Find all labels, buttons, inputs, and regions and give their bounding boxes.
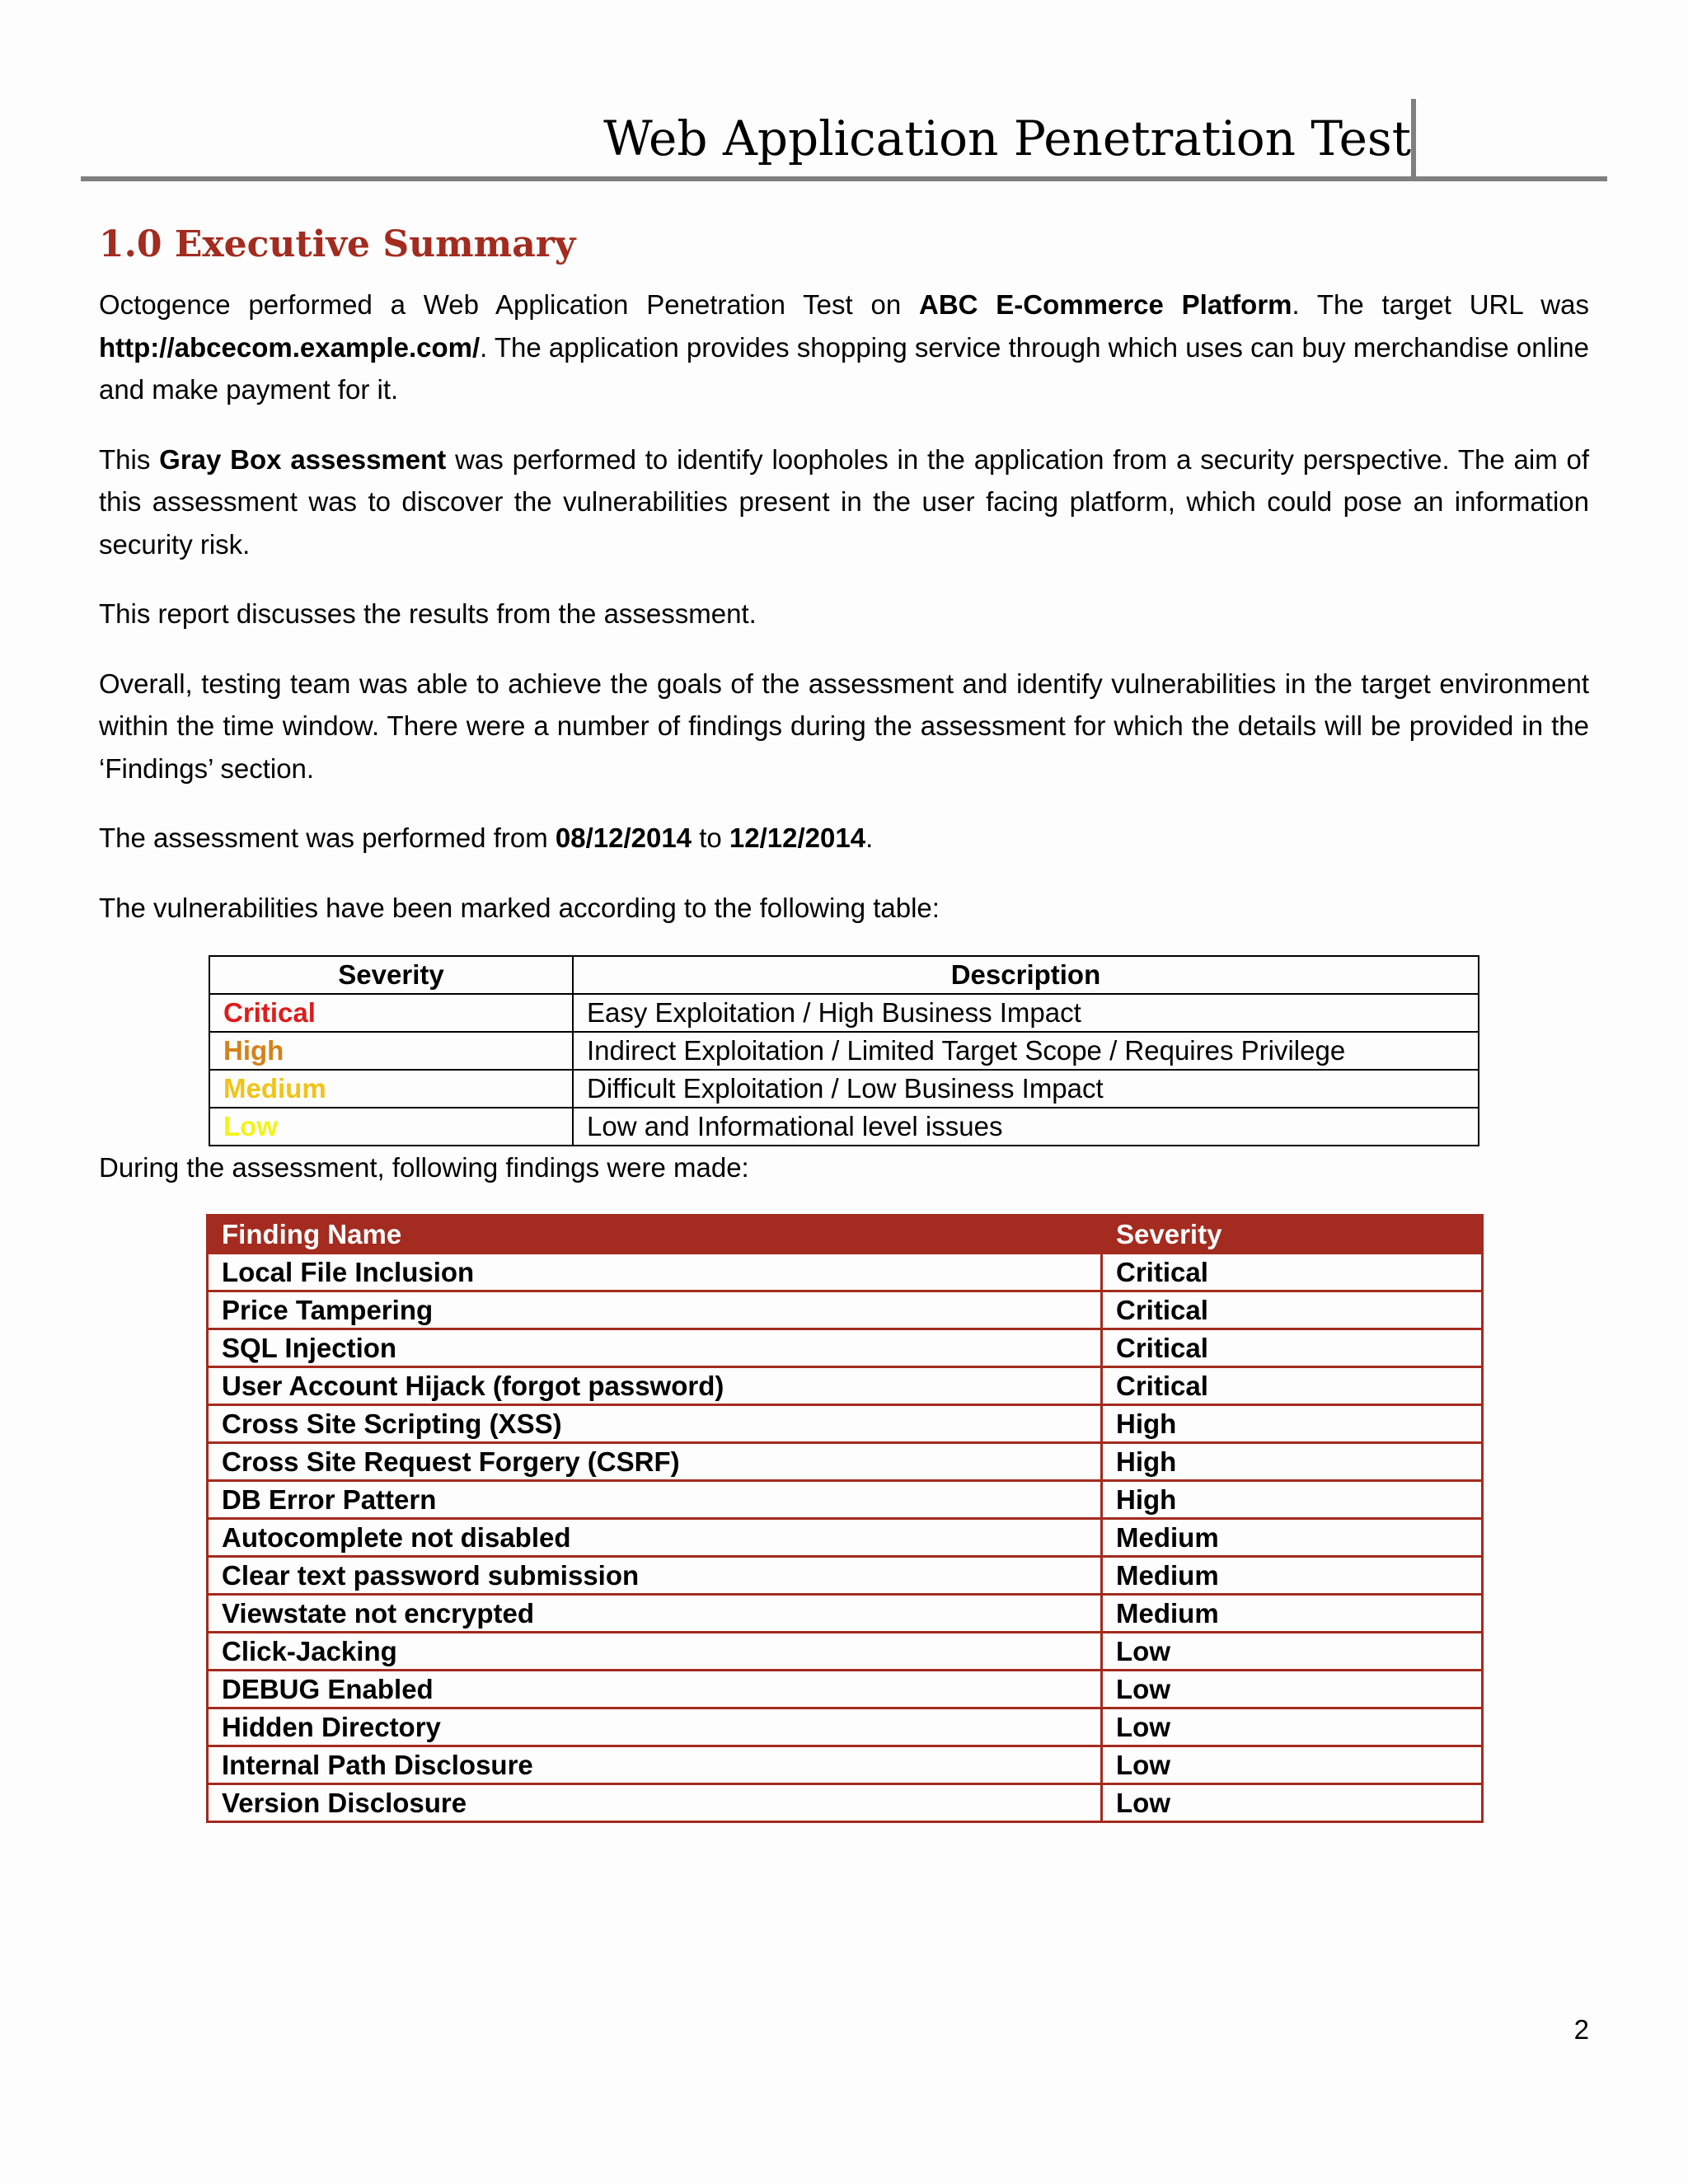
finding-severity: Low xyxy=(1102,1746,1483,1783)
table-row xyxy=(208,1329,1483,1366)
table-row xyxy=(208,1594,1483,1632)
end-date: 12/12/2014 xyxy=(729,823,866,853)
finding-severity: Medium xyxy=(1102,1556,1483,1594)
finding-name: Version Disclosure xyxy=(208,1783,1102,1821)
finding-name: Cross Site Request Forgery (CSRF) xyxy=(208,1442,1102,1480)
finding-name: Cross Site Scripting (XSS) xyxy=(208,1404,1102,1442)
paragraph-overall: Overall, testing team was able to achieve the goals of the assessment and identify vulnerabilities in the target environment within the time window. There were a number of findings during the assessment for which the details will be provided in the ‘Findings’ section. xyxy=(99,668,1589,784)
table-row xyxy=(208,1708,1483,1746)
finding-severity: Critical xyxy=(1102,1329,1483,1366)
column-header-severity: Severity xyxy=(209,956,573,994)
header-title: Web Application Penetration Test xyxy=(603,110,1411,166)
table-row xyxy=(208,1556,1483,1594)
text: . The application provides shopping service through which uses can buy merchandise online and make payment for it. xyxy=(99,331,1590,405)
finding-name: Price Tampering xyxy=(208,1291,1102,1329)
description-cell: Difficult Exploitation / Low Business Impact xyxy=(573,1070,1479,1108)
column-header-finding-name: Finding Name xyxy=(208,1215,1102,1253)
column-header-severity: Severity xyxy=(1102,1215,1483,1253)
finding-severity: Medium xyxy=(1102,1518,1483,1556)
table-row xyxy=(209,1070,1479,1108)
finding-severity: Critical xyxy=(1102,1291,1483,1329)
table-row xyxy=(208,1632,1483,1670)
column-header-description: Description xyxy=(573,956,1479,994)
severity-medium: Medium xyxy=(209,1070,573,1108)
finding-name: Autocomplete not disabled xyxy=(208,1518,1102,1556)
description-cell: Indirect Exploitation / Limited Target Scope / Requires Privilege xyxy=(573,1032,1479,1070)
paragraph-report-scope: This report discusses the results from the assessment. xyxy=(99,598,757,629)
main-content xyxy=(99,216,1589,1823)
paragraph-findings-intro: During the assessment, following findings were made: xyxy=(99,1152,749,1183)
finding-severity: Medium xyxy=(1102,1594,1483,1632)
findings-table xyxy=(206,1214,1484,1823)
target-url: http://abcecom.example.com/ xyxy=(99,331,481,363)
finding-severity: Low xyxy=(1102,1670,1483,1708)
text: The assessment was performed from xyxy=(99,823,556,853)
header-rule xyxy=(81,176,1607,181)
table-row xyxy=(208,1404,1483,1442)
finding-severity: Low xyxy=(1102,1783,1483,1821)
finding-name: Viewstate not encrypted xyxy=(208,1594,1102,1632)
finding-name: DB Error Pattern xyxy=(208,1480,1102,1518)
finding-name: SQL Injection xyxy=(208,1329,1102,1366)
finding-name: Clear text password submission xyxy=(208,1556,1102,1594)
description-cell: Easy Exploitation / High Business Impact xyxy=(573,994,1479,1032)
table-header-row xyxy=(208,1215,1483,1253)
finding-name: DEBUG Enabled xyxy=(208,1670,1102,1708)
target-name: ABC E-Commerce Platform xyxy=(919,289,1292,320)
table-row xyxy=(209,1108,1479,1146)
finding-name: User Account Hijack (forgot password) xyxy=(208,1366,1102,1404)
text: to xyxy=(692,823,729,853)
severity-high: High xyxy=(209,1032,573,1070)
table-row xyxy=(209,1032,1479,1070)
header-divider-bar xyxy=(1411,99,1416,181)
finding-severity: Critical xyxy=(1102,1366,1483,1404)
text: Octogence performed a Web Application Penetration Test on xyxy=(99,289,919,320)
paragraph-dates xyxy=(99,817,1589,860)
text: This xyxy=(99,443,160,475)
paragraph-table-intro: The vulnerabilities have been marked according to the following table: xyxy=(99,892,940,923)
finding-name: Click-Jacking xyxy=(208,1632,1102,1670)
finding-severity: Low xyxy=(1102,1708,1483,1746)
severity-legend-table xyxy=(209,955,1479,1146)
finding-severity: Low xyxy=(1102,1632,1483,1670)
start-date: 08/12/2014 xyxy=(555,823,692,853)
severity-critical: Critical xyxy=(209,994,573,1032)
table-row xyxy=(208,1480,1483,1518)
text: . xyxy=(865,823,874,853)
page-number: 2 xyxy=(1573,2014,1589,2045)
assessment-type: Gray Box assessment xyxy=(159,443,447,475)
table-row xyxy=(208,1746,1483,1783)
text: . The target URL was xyxy=(1292,289,1589,320)
text: was performed to identify loopholes in the application from a security perspective. The aim of this assessment was to discover the vulnerabilities present in the user facing platform, which could pose an information security risk. xyxy=(99,443,1590,560)
table-row xyxy=(208,1518,1483,1556)
table-row xyxy=(208,1366,1483,1404)
severity-low: Low xyxy=(209,1108,573,1146)
table-row xyxy=(208,1442,1483,1480)
finding-name: Hidden Directory xyxy=(208,1708,1102,1746)
table-row xyxy=(208,1253,1483,1291)
table-row xyxy=(208,1783,1483,1821)
finding-severity: Critical xyxy=(1102,1253,1483,1291)
table-row xyxy=(209,994,1479,1032)
description-cell: Low and Informational level issues xyxy=(573,1108,1479,1146)
table-row xyxy=(208,1291,1483,1329)
finding-severity: High xyxy=(1102,1442,1483,1480)
table-row xyxy=(208,1670,1483,1708)
finding-name: Internal Path Disclosure xyxy=(208,1746,1102,1783)
finding-severity: High xyxy=(1102,1480,1483,1518)
paragraph-intro xyxy=(99,284,1589,411)
table-header-row xyxy=(209,956,1479,994)
paragraph-assessment-type xyxy=(99,438,1589,566)
finding-severity: High xyxy=(1102,1404,1483,1442)
section-heading: 1.0 Executive Summary xyxy=(99,223,576,265)
finding-name: Local File Inclusion xyxy=(208,1253,1102,1291)
